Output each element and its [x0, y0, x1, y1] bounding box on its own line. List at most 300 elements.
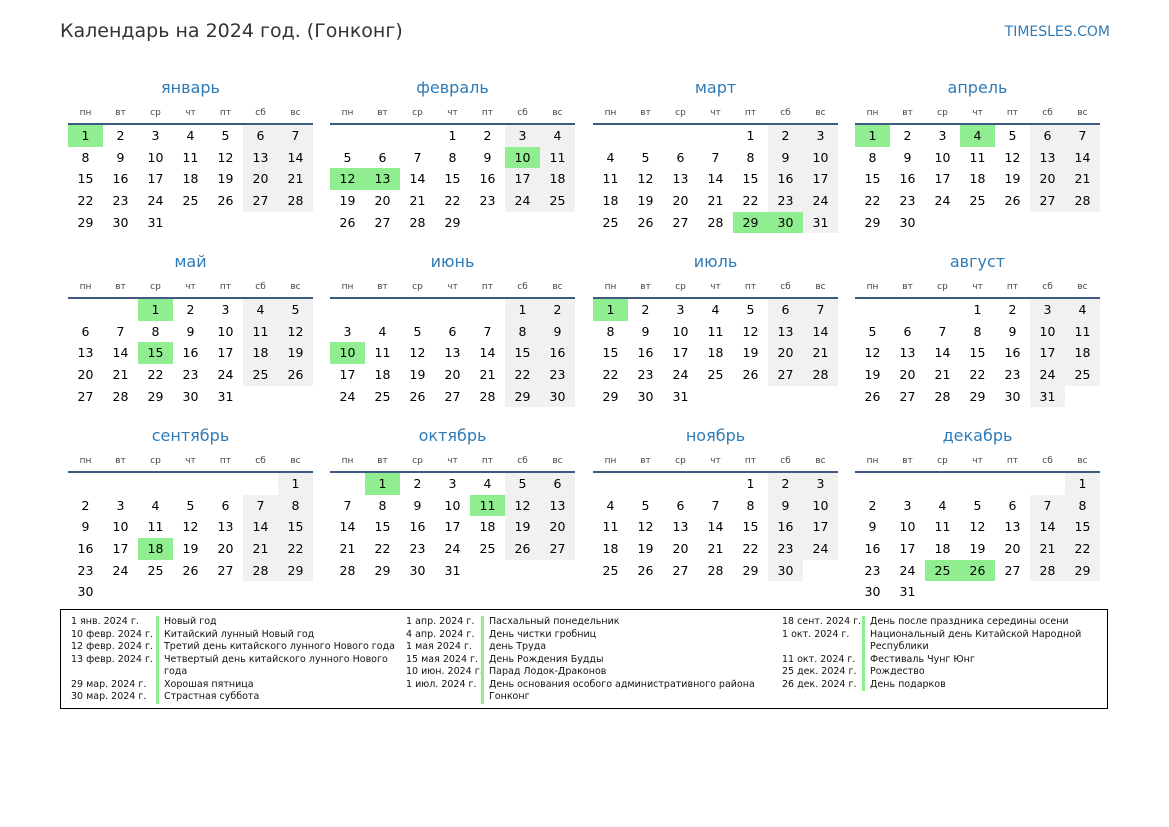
weekday-label: сб [255, 456, 266, 466]
page-title: Календарь на 2024 год. (Гонконг) [60, 20, 403, 42]
weekday-label: вс [1077, 456, 1088, 466]
empty-cell [208, 473, 243, 495]
day-cell: 9 [81, 519, 90, 535]
day-cell: 8 [973, 323, 982, 339]
day-cell: 24 [505, 190, 540, 212]
legend-column-1 [71, 616, 409, 704]
weekday-label: пт [219, 108, 232, 118]
day-cell: 2 [641, 302, 650, 317]
day-cell: 10 [899, 519, 916, 535]
day-cell: 28 [803, 364, 838, 386]
legend-holiday-name: День основания особого административного района Гонконг [481, 679, 764, 704]
day-cell: 28 [409, 214, 426, 230]
legend-row [71, 679, 409, 692]
day-cell: 13 [899, 345, 916, 361]
day-cell: 30 [112, 214, 129, 230]
legend-row [782, 629, 1095, 654]
empty-cell [855, 473, 890, 495]
weekday-label: чт [447, 282, 458, 292]
brand-link[interactable]: TIMESLES.COM [1004, 24, 1110, 40]
day-cell: 16 [77, 541, 94, 557]
day-cell: 7 [1065, 125, 1100, 147]
weekday-label: сб [1042, 108, 1053, 118]
legend-row [406, 616, 764, 629]
days-grid [68, 473, 313, 603]
day-cell: 25 [182, 193, 199, 209]
day-cell: 19 [1004, 171, 1021, 187]
day-cell: 6 [676, 497, 685, 513]
day-cell: 5 [278, 299, 313, 321]
day-cell: 11 [707, 323, 724, 339]
legend-date: 10 февр. 2024 г. [71, 628, 153, 640]
day-cell: 8 [505, 321, 540, 343]
day-cell: 1 [1065, 473, 1100, 495]
day-cell: 9 [186, 323, 195, 339]
legend-holiday-name: Пасхальный понедельник [481, 616, 764, 629]
days-grid [68, 125, 313, 233]
day-cell: 7 [711, 497, 720, 513]
legend-row [71, 629, 409, 642]
day-cell: 25 [243, 364, 278, 386]
legend-row [406, 666, 764, 679]
legend-date: 4 апр. 2024 г. [406, 628, 475, 640]
day-cell: 14 [112, 345, 129, 361]
weekday-header [68, 103, 313, 125]
days-grid [330, 473, 575, 581]
weekday-label: пт [744, 456, 757, 466]
empty-cell [330, 125, 365, 147]
day-cell: 2 [768, 125, 803, 147]
holiday-day-cell: 12 [330, 168, 365, 190]
day-cell: 16 [637, 345, 654, 361]
empty-cell [330, 299, 365, 321]
legend-date: 1 июл. 2024 г. [406, 678, 477, 690]
empty-cell [330, 473, 365, 495]
day-cell: 9 [1008, 323, 1017, 339]
day-cell: 29 [77, 214, 94, 230]
day-cell: 14 [243, 516, 278, 538]
day-cell: 25 [374, 388, 391, 404]
day-cell: 24 [339, 388, 356, 404]
day-cell: 27 [672, 214, 689, 230]
legend-row [71, 641, 409, 654]
day-cell: 5 [868, 323, 877, 339]
day-cell: 10 [147, 149, 164, 165]
day-cell: 28 [339, 562, 356, 578]
day-cell: 26 [742, 367, 759, 383]
holiday-day-cell: 18 [138, 538, 173, 560]
day-cell: 16 [1004, 345, 1021, 361]
legend-date: 26 дек. 2024 г. [782, 678, 857, 690]
empty-cell [68, 299, 103, 321]
day-cell: 16 [479, 171, 496, 187]
weekday-label: пн [341, 456, 354, 466]
weekday-label: пн [79, 282, 92, 292]
empty-cell [435, 299, 470, 321]
day-cell: 22 [444, 193, 461, 209]
day-cell: 27 [374, 214, 391, 230]
day-cell: 12 [864, 345, 881, 361]
day-cell: 9 [540, 321, 575, 343]
month-name: октябрь [418, 426, 487, 445]
day-cell: 5 [186, 497, 195, 513]
day-cell: 14 [339, 519, 356, 535]
month-name: сентябрь [151, 426, 230, 445]
day-cell: 19 [637, 193, 654, 209]
day-cell: 13 [243, 147, 278, 169]
day-cell: 2 [1008, 302, 1017, 317]
day-cell: 16 [540, 342, 575, 364]
day-cell: 31 [1030, 386, 1065, 408]
weekday-label: вт [902, 456, 913, 466]
day-cell: 2 [81, 497, 90, 513]
day-cell: 17 [339, 367, 356, 383]
legend-holiday-name: Страстная суббота [156, 691, 409, 704]
day-cell: 30 [1004, 388, 1021, 404]
day-cell: 8 [278, 495, 313, 517]
day-cell: 9 [413, 497, 422, 513]
month-name: июнь [430, 252, 475, 271]
day-cell: 14 [707, 519, 724, 535]
day-cell: 10 [672, 323, 689, 339]
days-grid [855, 473, 1100, 603]
legend-row [71, 616, 409, 629]
day-cell: 22 [505, 364, 540, 386]
days-grid [593, 299, 838, 407]
day-cell: 19 [969, 541, 986, 557]
day-cell: 4 [606, 149, 615, 165]
weekday-header [68, 277, 313, 299]
weekday-label: пн [79, 108, 92, 118]
day-cell: 22 [77, 193, 94, 209]
day-cell: 3 [938, 128, 947, 143]
day-cell: 3 [505, 125, 540, 147]
weekday-label: вс [1077, 108, 1088, 118]
empty-cell [925, 299, 960, 321]
day-cell: 9 [116, 149, 125, 165]
legend-holiday-name: Третий день китайского лунного Нового года [156, 641, 409, 654]
holiday-day-cell: 1 [68, 125, 103, 147]
legend-column-3 [782, 616, 1095, 691]
empty-cell [593, 473, 628, 495]
weekday-header [855, 103, 1100, 125]
weekday-label: ср [937, 108, 948, 118]
empty-cell [628, 473, 663, 495]
day-cell: 24 [147, 193, 164, 209]
day-cell: 2 [483, 128, 492, 143]
legend-date: 25 дек. 2024 г. [782, 666, 857, 677]
day-cell: 4 [378, 323, 387, 339]
day-cell: 30 [864, 584, 881, 600]
month-name: апрель [947, 78, 1008, 97]
empty-cell [68, 473, 103, 495]
day-cell: 10 [217, 323, 234, 339]
day-cell: 31 [899, 584, 916, 600]
legend-row [406, 629, 764, 642]
day-cell: 28 [1065, 190, 1100, 212]
day-cell: 29 [864, 214, 881, 230]
month-1 [68, 73, 313, 233]
day-cell: 27 [444, 388, 461, 404]
weekday-label: ср [150, 456, 161, 466]
day-cell: 17 [672, 345, 689, 361]
day-cell: 10 [934, 149, 951, 165]
weekday-label: чт [185, 456, 196, 466]
day-cell: 23 [409, 541, 426, 557]
month-7 [593, 247, 838, 407]
day-cell: 30 [768, 560, 803, 582]
day-cell: 6 [378, 149, 387, 165]
day-cell: 17 [1030, 342, 1065, 364]
day-cell: 22 [374, 541, 391, 557]
day-cell: 17 [803, 168, 838, 190]
day-cell: 16 [182, 345, 199, 361]
day-cell: 5 [641, 149, 650, 165]
day-cell: 27 [540, 538, 575, 560]
empty-cell [995, 473, 1030, 495]
day-cell: 4 [243, 299, 278, 321]
month-5 [68, 247, 313, 407]
weekday-header [855, 277, 1100, 299]
day-cell: 3 [803, 125, 838, 147]
day-cell: 8 [746, 497, 755, 513]
day-cell: 24 [444, 541, 461, 557]
empty-cell [663, 473, 698, 495]
day-cell: 15 [278, 516, 313, 538]
weekday-label: чт [972, 108, 983, 118]
month-4 [855, 73, 1100, 233]
day-cell: 6 [1030, 125, 1065, 147]
day-cell: 20 [899, 367, 916, 383]
holiday-day-cell: 11 [470, 495, 505, 517]
day-cell: 5 [1008, 128, 1017, 143]
day-cell: 17 [217, 345, 234, 361]
day-cell: 19 [409, 367, 426, 383]
weekday-label: ср [937, 456, 948, 466]
day-cell: 13 [1030, 147, 1065, 169]
weekday-label: ср [412, 282, 423, 292]
day-cell: 18 [1065, 342, 1100, 364]
legend-holiday-name: Четвертый день китайского лунного Нового года [156, 654, 409, 679]
month-name: август [949, 252, 1006, 271]
empty-cell [400, 299, 435, 321]
day-cell: 16 [864, 541, 881, 557]
day-cell: 21 [1065, 168, 1100, 190]
weekday-label: вс [552, 282, 563, 292]
legend-holiday-name: Китайский лунный Новый год [156, 629, 409, 642]
day-cell: 27 [1004, 562, 1021, 578]
empty-cell [593, 125, 628, 147]
day-cell: 15 [77, 171, 94, 187]
weekday-label: вс [552, 456, 563, 466]
weekday-label: пт [219, 456, 232, 466]
day-cell: 3 [221, 302, 230, 317]
legend-date: 29 мар. 2024 г. [71, 678, 147, 690]
month-name: декабрь [942, 426, 1013, 445]
weekday-label: чт [710, 282, 721, 292]
weekday-label: вт [640, 108, 651, 118]
day-cell: 13 [217, 519, 234, 535]
weekday-header [330, 451, 575, 473]
day-cell: 22 [742, 193, 759, 209]
legend-row [406, 654, 764, 667]
legend-date: 1 мая 2024 г. [406, 641, 472, 652]
day-cell: 15 [864, 171, 881, 187]
empty-cell [1030, 473, 1065, 495]
weekday-label: пт [1006, 108, 1019, 118]
weekday-label: пт [744, 282, 757, 292]
day-cell: 25 [602, 214, 619, 230]
day-cell: 19 [864, 367, 881, 383]
weekday-label: сб [780, 108, 791, 118]
day-cell: 20 [77, 367, 94, 383]
month-name: февраль [416, 78, 489, 97]
day-cell: 26 [637, 214, 654, 230]
day-cell: 15 [374, 519, 391, 535]
day-cell: 20 [1030, 168, 1065, 190]
day-cell: 22 [864, 193, 881, 209]
legend-date: 10 июн. 2024 г. [406, 666, 483, 677]
day-cell: 23 [1004, 367, 1021, 383]
day-cell: 21 [803, 342, 838, 364]
day-cell: 17 [505, 168, 540, 190]
weekday-label: вс [552, 108, 563, 118]
day-cell: 6 [221, 497, 230, 513]
day-cell: 11 [1065, 321, 1100, 343]
day-cell: 8 [868, 149, 877, 165]
month-9 [68, 421, 313, 603]
weekday-label: вт [640, 456, 651, 466]
day-cell: 20 [243, 168, 278, 190]
day-cell: 30 [637, 388, 654, 404]
day-cell: 12 [742, 323, 759, 339]
empty-cell [698, 473, 733, 495]
day-cell: 12 [409, 345, 426, 361]
day-cell: 20 [672, 193, 689, 209]
empty-cell [470, 299, 505, 321]
day-cell: 26 [637, 562, 654, 578]
empty-cell [698, 125, 733, 147]
day-cell: 24 [1030, 364, 1065, 386]
day-cell: 5 [413, 323, 422, 339]
day-cell: 2 [768, 473, 803, 495]
day-cell: 17 [112, 541, 129, 557]
day-cell: 29 [969, 388, 986, 404]
legend-date: 12 февр. 2024 г. [71, 641, 153, 652]
weekday-label: сб [1042, 282, 1053, 292]
day-cell: 27 [672, 562, 689, 578]
month-6 [330, 247, 575, 407]
weekday-label: ср [150, 282, 161, 292]
holiday-day-cell: 10 [330, 342, 365, 364]
weekday-label: вт [640, 282, 651, 292]
day-cell: 19 [182, 541, 199, 557]
day-cell: 31 [803, 212, 838, 234]
weekday-header [593, 277, 838, 299]
weekday-label: пт [481, 108, 494, 118]
weekday-label: сб [517, 108, 528, 118]
month-name: март [694, 78, 737, 97]
day-cell: 31 [147, 214, 164, 230]
day-cell: 9 [768, 495, 803, 517]
weekday-label: сб [255, 282, 266, 292]
weekday-label: вс [815, 456, 826, 466]
day-cell: 24 [217, 367, 234, 383]
weekday-label: пн [604, 282, 617, 292]
day-cell: 17 [147, 171, 164, 187]
legend-holiday-name: Новый год [156, 616, 409, 629]
weekday-label: ср [675, 456, 686, 466]
weekday-label: чт [447, 456, 458, 466]
legend-date: 30 мар. 2024 г. [71, 691, 147, 702]
day-cell: 7 [711, 149, 720, 165]
month-3 [593, 73, 838, 233]
day-cell: 10 [444, 497, 461, 513]
day-cell: 28 [707, 214, 724, 230]
day-cell: 29 [374, 562, 391, 578]
day-cell: 4 [1065, 299, 1100, 321]
day-cell: 23 [112, 193, 129, 209]
empty-cell [400, 125, 435, 147]
legend-holiday-name: Национальный день Китайской Народной Республики [862, 629, 1095, 654]
day-cell: 15 [969, 345, 986, 361]
weekday-label: ср [675, 282, 686, 292]
day-cell: 15 [742, 519, 759, 535]
weekday-header [593, 451, 838, 473]
weekday-label: чт [710, 108, 721, 118]
day-cell: 11 [243, 321, 278, 343]
day-cell: 14 [278, 147, 313, 169]
day-cell: 15 [742, 171, 759, 187]
day-cell: 21 [409, 193, 426, 209]
day-cell: 25 [540, 190, 575, 212]
day-cell: 28 [278, 190, 313, 212]
weekday-label: вт [377, 282, 388, 292]
weekday-label: вт [115, 456, 126, 466]
legend-row [782, 616, 1095, 629]
day-cell: 21 [479, 367, 496, 383]
day-cell: 24 [899, 562, 916, 578]
day-cell: 22 [278, 538, 313, 560]
day-cell: 6 [81, 323, 90, 339]
month-2 [330, 73, 575, 233]
day-cell: 31 [217, 388, 234, 404]
day-cell: 9 [768, 147, 803, 169]
month-12 [855, 421, 1100, 603]
days-grid [855, 125, 1100, 233]
day-cell: 9 [641, 323, 650, 339]
day-cell: 13 [1004, 519, 1021, 535]
day-cell: 21 [1030, 538, 1065, 560]
holiday-day-cell: 25 [925, 560, 960, 582]
month-name: май [174, 252, 207, 271]
day-cell: 23 [864, 562, 881, 578]
legend-holiday-name: день Труда [481, 641, 764, 654]
day-cell: 6 [540, 473, 575, 495]
day-cell: 11 [602, 519, 619, 535]
weekday-header [593, 103, 838, 125]
weekday-label: пн [604, 456, 617, 466]
weekday-label: пт [219, 282, 232, 292]
legend-date: 11 окт. 2024 г. [782, 653, 856, 665]
day-cell: 16 [112, 171, 129, 187]
day-cell: 11 [147, 519, 164, 535]
day-cell: 16 [899, 171, 916, 187]
day-cell: 20 [672, 541, 689, 557]
day-cell: 31 [672, 388, 689, 404]
legend-date: 1 окт. 2024 г. [782, 628, 850, 640]
holiday-day-cell: 15 [138, 342, 173, 364]
